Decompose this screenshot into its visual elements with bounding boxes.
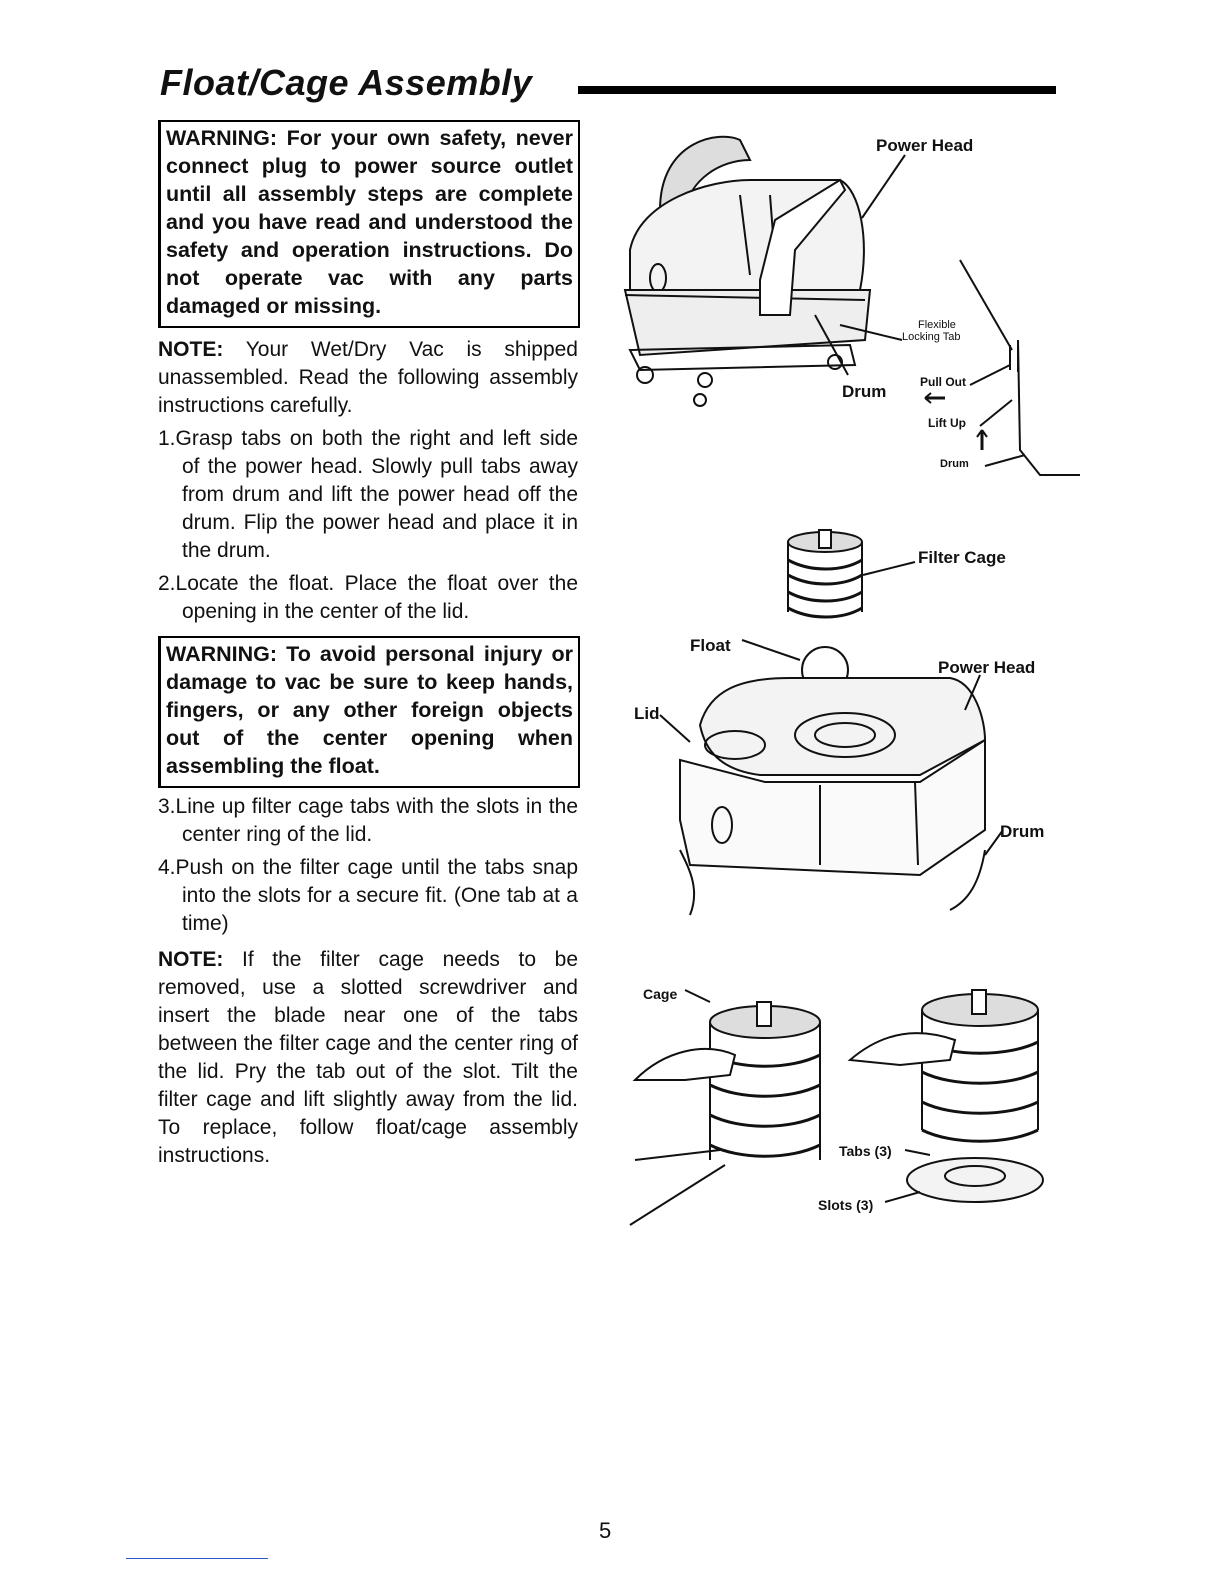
label-drum-detail: Drum bbox=[940, 458, 969, 470]
title-rule bbox=[578, 86, 1056, 94]
step-item: 1.Grasp tabs on both the right and left side of the power head. Slowly pull tabs away from drum and lift the power head off the drum. Flip the power head and place it in the drum. bbox=[158, 427, 578, 562]
figure-cage-tabs bbox=[625, 980, 1065, 1230]
note-label: NOTE: bbox=[158, 948, 224, 971]
label-drum: Drum bbox=[842, 382, 887, 401]
label-locking-tab: Locking Tab bbox=[902, 331, 961, 343]
label-float: Float bbox=[690, 636, 731, 655]
figure-float-cage bbox=[620, 520, 1080, 920]
page-number: 5 bbox=[599, 1518, 612, 1543]
page-title: Float/Cage Assembly bbox=[160, 62, 533, 103]
safety-warning-box: WARNING: For your own safety, never connect plug to power source outlet until all assembly steps are complete and you have read and understood the safety and operation instructions. Do not operate vac with any parts damaged or missing. bbox=[158, 120, 580, 328]
vac-illustration bbox=[600, 100, 1100, 500]
label-pull-out: Pull Out bbox=[920, 375, 966, 389]
label-drum-2: Drum bbox=[1000, 822, 1045, 841]
step-item: 2.Locate the float. Place the float over the opening in the center of the lid. bbox=[158, 572, 578, 623]
steps-list-b bbox=[158, 793, 578, 938]
label-filter-cage: Filter Cage bbox=[918, 548, 1006, 567]
float-cage-illustration bbox=[620, 520, 1080, 920]
label-lift-up: Lift Up bbox=[928, 416, 966, 430]
note-text: Your Wet/Dry Vac is shipped unassembled. Read the following assembly instructions carefully. bbox=[158, 338, 578, 417]
step-item: 4.Push on the filter cage until the tabs snap into the slots for a secure fit. (One tab at a time) bbox=[158, 856, 578, 935]
float-warning-box: WARNING: To avoid personal injury or damage to vac be sure to keep hands, fingers, or any other foreign objects out of the center opening when assembling the float. bbox=[158, 636, 580, 788]
note-text: If the filter cage needs to be removed, use a slotted screwdriver and insert the blade near one of the tabs between the filter cage and the center ring of the lid. Pry the tab out of the slot. Tilt the filter cage and lift slightly away from the lid. To replace, follow float/cage assembly instructions. bbox=[158, 948, 579, 1167]
label-power-head-2: Power Head bbox=[938, 658, 1036, 677]
cage-tabs-illustration bbox=[625, 980, 1065, 1230]
label-flexible: Flexible bbox=[918, 319, 956, 331]
steps-list-a bbox=[158, 425, 578, 626]
instructions-column bbox=[158, 120, 578, 1170]
note-label: NOTE: bbox=[158, 338, 224, 361]
note-shipping bbox=[158, 336, 578, 420]
label-tabs: Tabs (3) bbox=[839, 1143, 892, 1159]
label-lid: Lid bbox=[634, 704, 660, 723]
figure-power-head-removal bbox=[600, 100, 1100, 500]
footer-line bbox=[126, 1558, 268, 1559]
label-cage: Cage bbox=[643, 986, 678, 1002]
step-item: 3.Line up filter cage tabs with the slots in the center ring of the lid. bbox=[158, 795, 578, 846]
label-power-head: Power Head bbox=[876, 136, 974, 155]
note-removal bbox=[158, 946, 578, 1170]
label-slots: Slots (3) bbox=[818, 1197, 874, 1213]
